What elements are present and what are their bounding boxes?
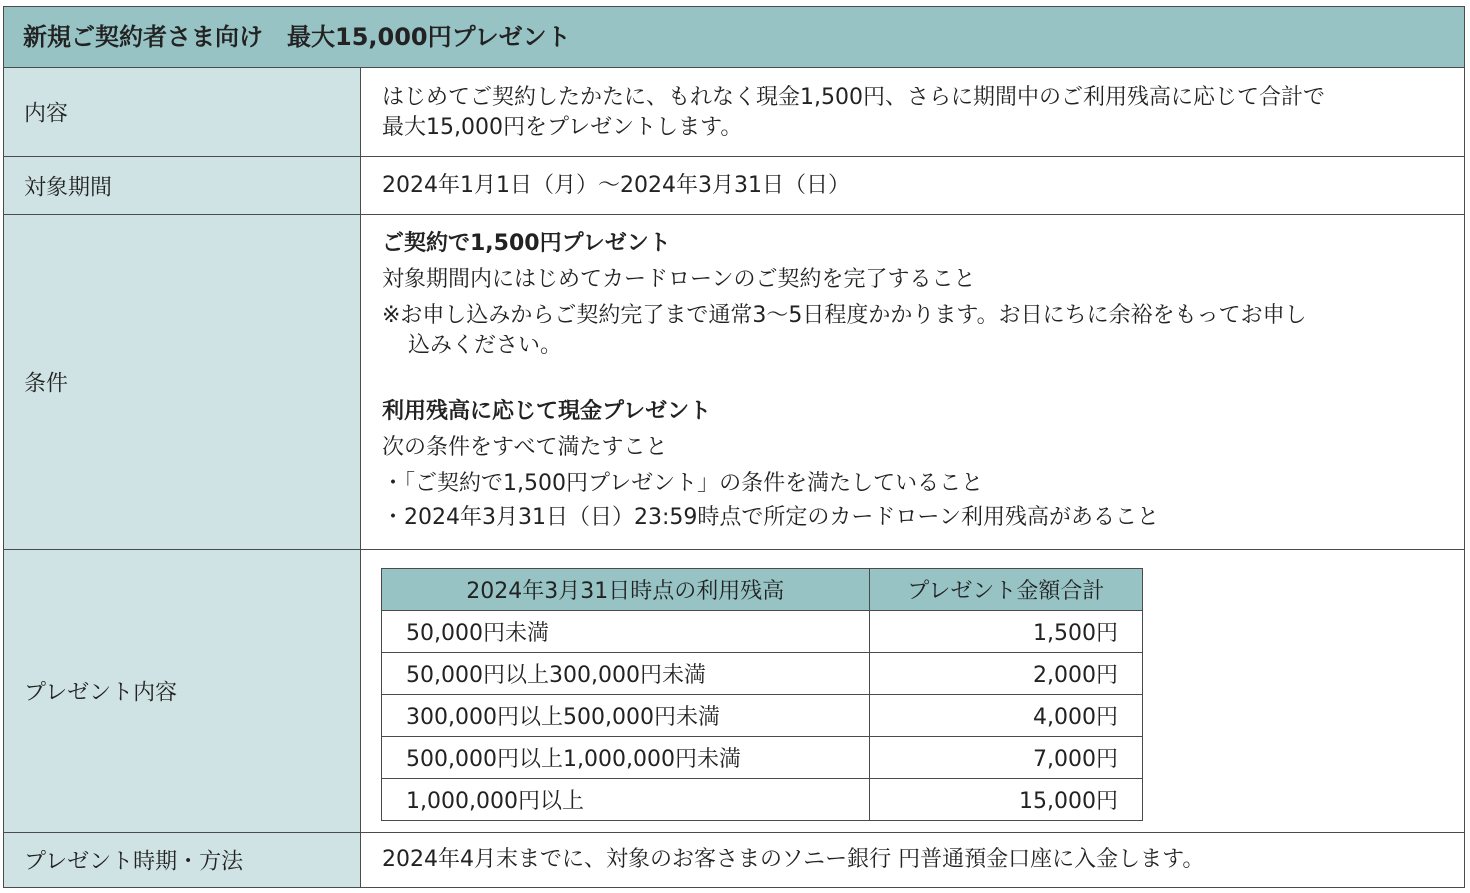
row-timing-value: 2024年4月末までに、対象のお客さまのソニー銀行 円普通預金口座に入金します。 [382,847,1205,872]
amount-cell: 7,000円 [869,737,1142,779]
row-present-label: プレゼント内容 [24,680,178,706]
campaign-table [3,6,1465,888]
table-row [382,653,1143,695]
balance-cell: 1,000,000円以上 [382,779,870,821]
table-row [382,737,1143,779]
balance-cell: 300,000円以上500,000円未満 [382,695,870,737]
row-present [4,550,1464,833]
column-header-amount: プレゼント金額合計 [869,569,1142,611]
table-row [382,779,1143,821]
conditions-line-2: ※お申し込みからご契約完了まで通常3～5日程度かかります。お日にちに余裕をもってお申し [382,303,1307,328]
balance-cell: 500,000円以上1,000,000円未満 [382,737,870,779]
conditions-line-3: 込みください。 [408,333,563,358]
conditions-line-4: 次の条件をすべて満たすこと [382,435,668,460]
balance-cell: 50,000円以上300,000円未満 [382,653,870,695]
amount-cell: 4,000円 [869,695,1142,737]
row-present-label-cell [4,550,361,832]
row-period-label: 対象期間 [24,175,113,200]
row-period-label-cell [4,157,361,214]
amount-cell: 15,000円 [869,779,1142,821]
row-period-value: 2024年1月1日（月）～2024年3月31日（日） [382,173,850,198]
balance-cell: 50,000円未満 [382,611,870,653]
conditions-section-1-title: ご契約で1,500円プレゼント [382,231,671,256]
row-content-label-cell [4,68,361,156]
row-timing-label: プレゼント時期・方法 [24,849,244,875]
table-row [382,695,1143,737]
row-content [4,68,1464,157]
campaign-title: 新規ご契約者さま向け 最大15,000円プレゼント [23,23,571,51]
conditions-line-5: ・「ご契約で1,500円プレゼント」の条件を満たしていること [382,471,984,496]
conditions-section-2-title: 利用残高に応じて現金プレゼント [382,399,712,424]
row-timing [4,833,1464,887]
campaign-header [4,7,1464,68]
column-header-balance: 2024年3月31日時点の利用残高 [382,569,870,611]
conditions-section-2 [382,397,1159,533]
conditions-line-1: 対象期間内にはじめてカードローンのご契約を完了すること [382,267,976,292]
row-content-label: 内容 [24,101,69,127]
present-amount-table [381,568,1143,821]
row-conditions [4,215,1464,550]
row-conditions-label: 条件 [24,371,69,397]
table-row [382,611,1143,653]
row-period [4,157,1464,215]
conditions-section-1 [382,229,1307,361]
table-header-row [382,569,1143,611]
amount-cell: 2,000円 [869,653,1142,695]
row-timing-label-cell [4,833,361,887]
content-line-2: 最大15,000円をプレゼントします。 [382,115,743,140]
conditions-line-6: ・2024年3月31日（日）23:59時点で所定のカードローン利用残高があること [382,505,1159,530]
amount-cell: 1,500円 [869,611,1142,653]
content-line-1: はじめてご契約したかたに、もれなく現金1,500円、さらに期間中のご利用残高に応じて合計で [382,85,1325,110]
row-conditions-label-cell [4,215,361,549]
row-content-value [382,83,1325,143]
